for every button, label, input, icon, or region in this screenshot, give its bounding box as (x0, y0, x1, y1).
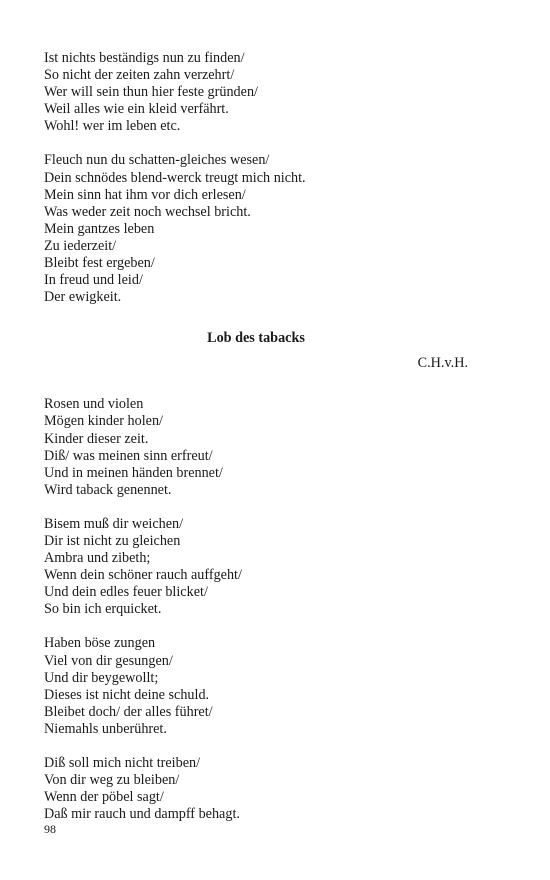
verse-line: Kinder dieser zeit. (44, 430, 149, 447)
stanza-gap (44, 618, 468, 635)
verse-line: Dieses ist nicht deine schuld. (44, 686, 210, 703)
stanza (44, 396, 468, 499)
verse-line: Von dir weg zu bleiben/ (44, 772, 180, 789)
verse-line: Wird taback genennet. (44, 481, 172, 498)
verse-line: Dir ist nicht zu gleichen (44, 532, 181, 549)
stanza-gap (44, 738, 468, 755)
verse-line: Weil alles wie ein kleid verfährt. (44, 101, 229, 118)
verse-line: Wohl! wer im leben etc. (44, 118, 181, 135)
stanza (44, 635, 468, 738)
stanza (44, 50, 468, 135)
verse-line: So bin ich erquicket. (44, 601, 162, 618)
verse-line: Und dein edles feuer blicket/ (44, 584, 208, 601)
verse-line: Wenn dein schöner rauch auffgeht/ (44, 567, 242, 584)
poem-author: C.H.v.H. (417, 355, 468, 372)
stanza (44, 516, 468, 619)
stanza (44, 755, 468, 823)
verse-line: Bleibet doch/ der alles führet/ (44, 703, 213, 720)
verse-line: Mögen kinder holen/ (44, 413, 163, 430)
verse-line: Bisem muß dir weichen/ (44, 515, 184, 532)
stanza (44, 152, 468, 306)
poem-continuation (44, 50, 468, 306)
verse-line: Niemahls unberühret. (44, 720, 167, 737)
verse-line: Rosen und violen (44, 396, 144, 413)
verse-line: Fleuch nun du schatten-gleiches wesen/ (44, 152, 270, 169)
stanza-gap (44, 135, 468, 152)
verse-line: Wer will sein thun hier feste gründen/ (44, 84, 258, 101)
verse-line: Mein sinn hat ihm vor dich erlesen/ (44, 186, 246, 203)
verse-line: Und in meinen händen brennet/ (44, 464, 223, 481)
page-body (44, 50, 468, 823)
verse-line: In freud und leid/ (44, 272, 143, 289)
verse-line: Der ewigkeit. (44, 289, 122, 306)
verse-line: Diß soll mich nicht treiben/ (44, 755, 201, 771)
page-number: 98 (44, 822, 56, 836)
verse-line: Bleibt fest ergeben/ (44, 255, 155, 272)
verse-line: Mein gantzes leben (44, 220, 155, 237)
verse-line: Haben böse zungen (44, 635, 156, 652)
stanza-gap (44, 499, 468, 516)
verse-line: Daß mir rauch und dampff behagt. (44, 806, 240, 823)
verse-line: Dein schnödes blend-werck treugt mich nicht. (44, 169, 306, 186)
verse-line: Diß/ was meinen sinn erfreut/ (44, 447, 213, 464)
verse-line: Viel von dir gesungen/ (44, 652, 173, 669)
poem-body (44, 396, 468, 823)
verse-line: Wenn der pöbel sagt/ (44, 789, 164, 806)
poem-title: Lob des tabacks (207, 330, 305, 347)
verse-line: Und dir beygewollt; (44, 669, 159, 686)
verse-line: So nicht der zeiten zahn verzehrt/ (44, 67, 235, 84)
verse-line: Ambra und zibeth; (44, 550, 151, 567)
verse-line: Zu iederzeit/ (44, 237, 117, 254)
verse-line: Ist nichts beständigs nun zu finden/ (44, 50, 245, 66)
verse-line: Was weder zeit noch wechsel bricht. (44, 203, 251, 220)
